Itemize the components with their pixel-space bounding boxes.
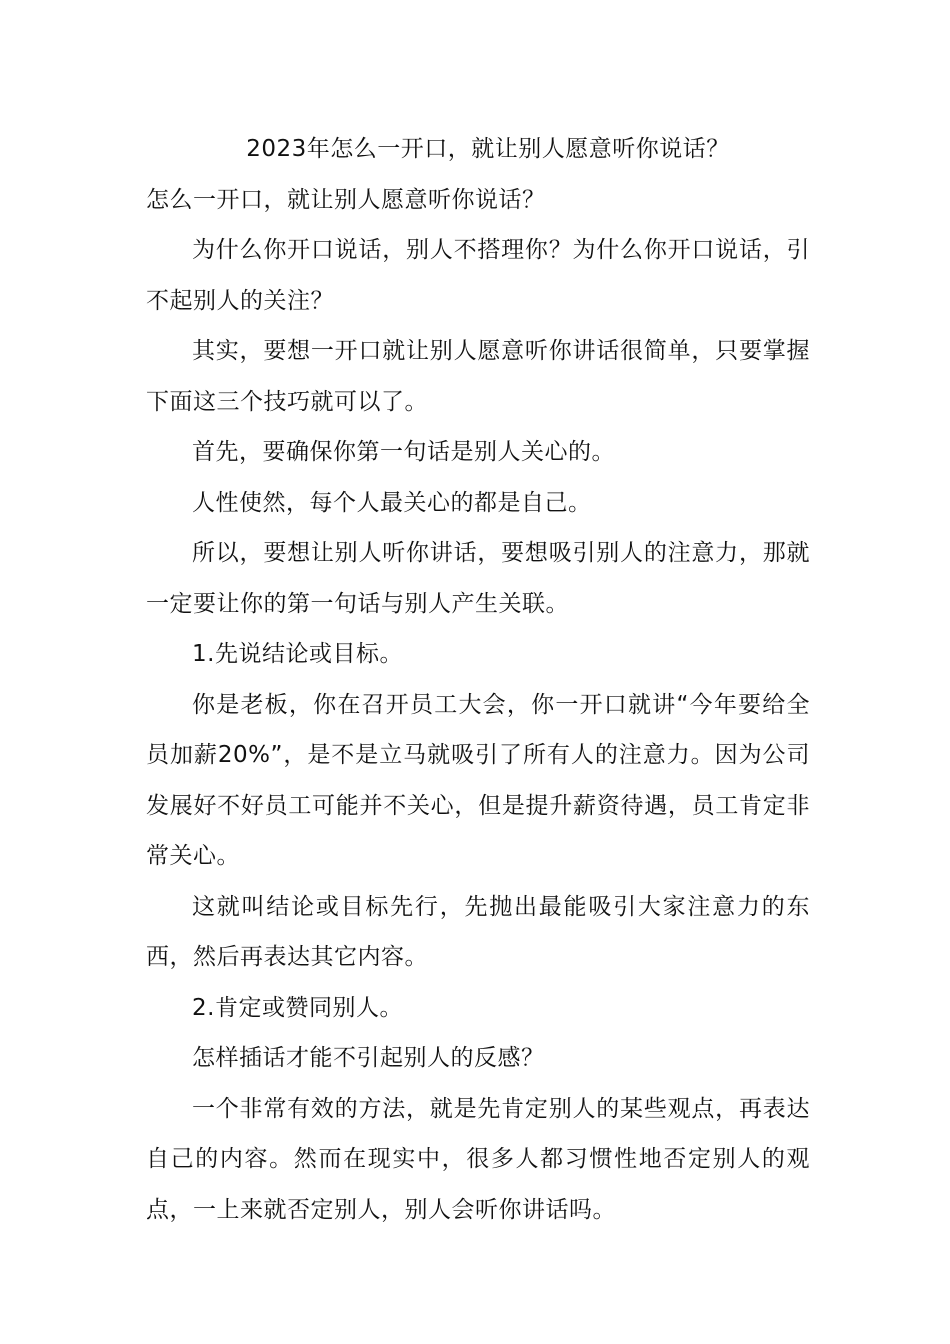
paragraph: 人性使然，每个人最关心的都是自己。 [192, 489, 592, 516]
paragraph: 你是老板，你在召开员工大会，你一开口就讲“今年要给全员加薪20%”，是不是立马就吸引了所有人的注意力。因为公司发展好不好员工可能并不关心，但是提升薪资待遇，员工肯定非常关心。 [146, 691, 810, 869]
paragraph-subtitle: 怎么一开口，就让别人愿意听你说话？ [146, 186, 546, 213]
paragraph: 一个非常有效的方法，就是先肯定别人的某些观点，再表达自己的内容。然而在现实中，很多人都习惯性地否定别人的观点，一上来就否定别人，别人会听你讲话吗。 [146, 1095, 810, 1223]
document-body [146, 124, 810, 1235]
paragraph: 其实，要想一开口就让别人愿意听你讲话很简单，只要掌握下面这三个技巧就可以了。 [146, 338, 810, 415]
paragraph: 为什么你开口说话，别人不搭理你？为什么你开口说话，引不起别人的关注？ [146, 237, 810, 314]
paragraph: 这就叫结论或目标先行，先抛出最能吸引大家注意力的东西，然后再表达其它内容。 [146, 893, 810, 970]
paragraph: 首先，要确保你第一句话是别人关心的。 [192, 439, 615, 465]
paragraph: 怎样插话才能不引起别人的反感？ [192, 1045, 545, 1071]
section-heading: 2.肯定或赞同别人。 [192, 994, 403, 1021]
paragraph: 所以，要想让别人听你讲话，要想吸引别人的注意力，那就一定要让你的第一句话与别人产生关联。 [146, 540, 810, 617]
page-title: 2023年怎么一开口，就让别人愿意听你说话？ [246, 136, 730, 162]
section-heading: 1.先说结论或目标。 [192, 641, 403, 667]
